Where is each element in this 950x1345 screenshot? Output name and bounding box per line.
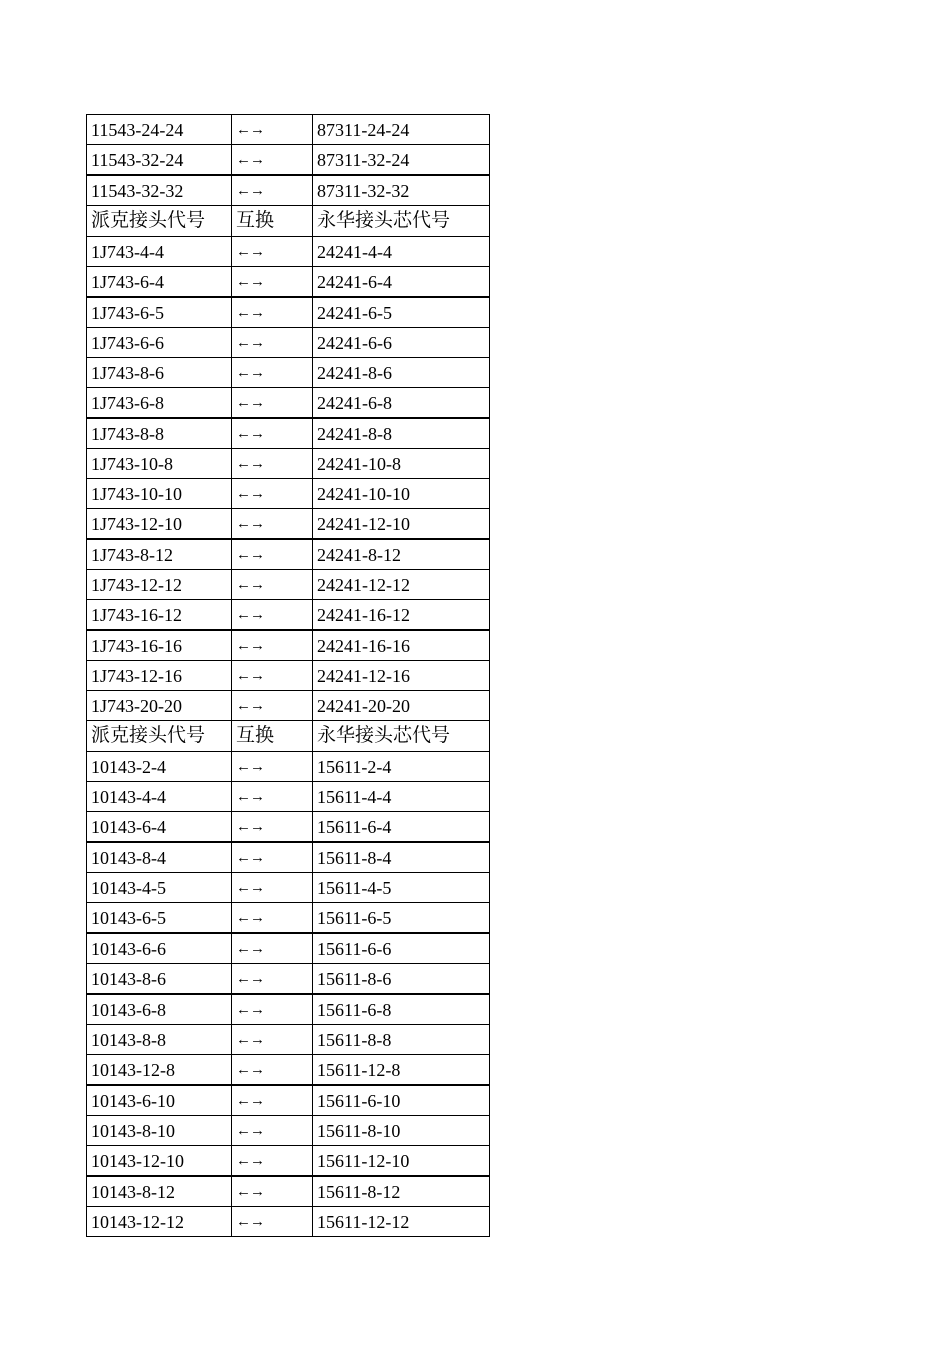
parker-code-cell: 1J743-4-4 [87,237,232,267]
double-arrow-icon: ←→ [236,122,264,138]
double-arrow-icon: ←→ [236,456,264,472]
interchange-cell [232,358,313,388]
table-row [87,388,490,419]
parker-code-cell: 10143-12-12 [87,1207,232,1237]
parker-code-cell: 10143-8-6 [87,964,232,995]
parker-code-cell: 1J743-16-12 [87,600,232,631]
table-row [87,570,490,600]
yonghua-code-cell: 24241-10-10 [313,479,490,509]
interchange-cell [232,175,313,206]
interchange-cell [232,267,313,298]
table-header-row [87,721,490,752]
parker-code-cell: 1J743-12-12 [87,570,232,600]
parker-code-cell: 10143-8-12 [87,1176,232,1207]
yonghua-code-cell: 24241-16-16 [313,630,490,661]
interchange-cell [232,752,313,782]
yonghua-code-cell: 24241-12-10 [313,509,490,540]
yonghua-code-cell: 15611-8-8 [313,1025,490,1055]
table-row [87,933,490,964]
table-row [87,297,490,328]
parker-code-header: 派克接头代号 [87,206,232,237]
double-arrow-icon: ←→ [236,486,264,502]
yonghua-code-cell: 87311-32-24 [313,145,490,176]
interchange-cell [232,782,313,812]
yonghua-code-cell: 87311-24-24 [313,115,490,145]
parker-code-cell: 1J743-6-5 [87,297,232,328]
yonghua-code-cell: 87311-32-32 [313,175,490,206]
parker-code-cell: 1J743-16-16 [87,630,232,661]
table-row [87,1085,490,1116]
parker-code-cell: 10143-6-8 [87,994,232,1025]
yonghua-code-cell: 15611-4-4 [313,782,490,812]
table-row [87,1207,490,1237]
parker-code-cell: 10143-8-4 [87,842,232,873]
double-arrow-icon: ←→ [236,244,264,260]
parker-code-cell: 10143-4-4 [87,782,232,812]
table-row [87,479,490,509]
parker-code-cell: 10143-12-10 [87,1146,232,1177]
interchange-cell [232,539,313,570]
yonghua-code-cell: 15611-6-4 [313,812,490,843]
interchange-cell [232,933,313,964]
double-arrow-icon: ←→ [236,547,264,563]
yonghua-code-cell: 24241-6-6 [313,328,490,358]
interchange-cell [232,570,313,600]
yonghua-code-cell: 24241-10-8 [313,449,490,479]
yonghua-code-cell: 24241-6-5 [313,297,490,328]
yonghua-code-cell: 24241-4-4 [313,237,490,267]
table-row [87,1146,490,1177]
table-row [87,600,490,631]
interchange-cell [232,964,313,995]
table-header-row [87,206,490,237]
double-arrow-icon: ←→ [236,910,264,926]
double-arrow-icon: ←→ [236,1214,264,1230]
parker-code-cell: 1J743-8-8 [87,418,232,449]
interchange-cell [232,388,313,419]
double-arrow-icon: ←→ [236,1032,264,1048]
table-row [87,449,490,479]
double-arrow-icon: ←→ [236,395,264,411]
yonghua-code-cell: 15611-12-12 [313,1207,490,1237]
table-row [87,903,490,934]
interchange-cell [232,328,313,358]
yonghua-code-header: 永华接头芯代号 [313,206,490,237]
parker-code-cell: 1J743-6-8 [87,388,232,419]
table-row [87,418,490,449]
interchange-cell [232,812,313,843]
table-row [87,964,490,995]
interchange-cell [232,145,313,176]
yonghua-code-cell: 15611-6-6 [313,933,490,964]
interchange-cell [232,903,313,934]
table-row [87,1055,490,1086]
yonghua-code-cell: 15611-2-4 [313,752,490,782]
parker-code-cell: 11543-32-24 [87,145,232,176]
interchange-cell [232,509,313,540]
parker-code-cell: 10143-6-4 [87,812,232,843]
parker-code-cell: 11543-32-32 [87,175,232,206]
table-row [87,661,490,691]
double-arrow-icon: ←→ [236,698,264,714]
interchange-cell [232,691,313,721]
interchange-header: 互换 [232,721,313,752]
interchange-cell [232,1207,313,1237]
parker-code-cell: 11543-24-24 [87,115,232,145]
double-arrow-icon: ←→ [236,516,264,532]
double-arrow-icon: ←→ [236,759,264,775]
yonghua-code-header: 永华接头芯代号 [313,721,490,752]
double-arrow-icon: ←→ [236,789,264,805]
double-arrow-icon: ←→ [236,152,264,168]
interchange-cell [232,661,313,691]
table-row [87,1116,490,1146]
double-arrow-icon: ←→ [236,638,264,654]
yonghua-code-cell: 15611-8-10 [313,1116,490,1146]
table-row [87,994,490,1025]
interchange-cell [232,630,313,661]
parker-code-cell: 10143-8-10 [87,1116,232,1146]
double-arrow-icon: ←→ [236,971,264,987]
table-row [87,509,490,540]
yonghua-code-cell: 24241-8-12 [313,539,490,570]
double-arrow-icon: ←→ [236,880,264,896]
double-arrow-icon: ←→ [236,183,264,199]
double-arrow-icon: ←→ [236,274,264,290]
double-arrow-icon: ←→ [236,365,264,381]
table-row [87,842,490,873]
double-arrow-icon: ←→ [236,850,264,866]
double-arrow-icon: ←→ [236,1002,264,1018]
yonghua-code-cell: 24241-12-12 [313,570,490,600]
parker-code-cell: 10143-6-10 [87,1085,232,1116]
table-row [87,115,490,145]
double-arrow-icon: ←→ [236,1123,264,1139]
table-row [87,752,490,782]
table-row [87,539,490,570]
yonghua-code-cell: 24241-8-8 [313,418,490,449]
table-row [87,873,490,903]
table-row [87,328,490,358]
interchange-cell [232,449,313,479]
interchange-cell [232,842,313,873]
parker-code-header: 派克接头代号 [87,721,232,752]
parker-code-cell: 10143-2-4 [87,752,232,782]
interchange-cell [232,1025,313,1055]
yonghua-code-cell: 15611-8-12 [313,1176,490,1207]
interchange-cell [232,1176,313,1207]
yonghua-code-cell: 15611-4-5 [313,873,490,903]
double-arrow-icon: ←→ [236,426,264,442]
parker-code-cell: 10143-6-6 [87,933,232,964]
yonghua-code-cell: 15611-12-8 [313,1055,490,1086]
parker-code-cell: 1J743-10-10 [87,479,232,509]
interchange-table [86,114,490,1237]
double-arrow-icon: ←→ [236,1184,264,1200]
double-arrow-icon: ←→ [236,335,264,351]
parker-code-cell: 10143-6-5 [87,903,232,934]
interchange-cell [232,297,313,328]
interchange-cell [232,873,313,903]
interchange-cell [232,1085,313,1116]
parker-code-cell: 10143-8-8 [87,1025,232,1055]
yonghua-code-cell: 15611-12-10 [313,1146,490,1177]
double-arrow-icon: ←→ [236,607,264,623]
interchange-cell [232,994,313,1025]
table-row [87,782,490,812]
yonghua-code-cell: 24241-12-16 [313,661,490,691]
parker-code-cell: 10143-4-5 [87,873,232,903]
yonghua-code-cell: 15611-6-10 [313,1085,490,1116]
double-arrow-icon: ←→ [236,1062,264,1078]
table-row [87,358,490,388]
double-arrow-icon: ←→ [236,819,264,835]
yonghua-code-cell: 24241-6-4 [313,267,490,298]
yonghua-code-cell: 24241-6-8 [313,388,490,419]
table-row [87,237,490,267]
yonghua-code-cell: 24241-20-20 [313,691,490,721]
parker-code-cell: 1J743-12-10 [87,509,232,540]
interchange-header: 互换 [232,206,313,237]
parker-code-cell: 1J743-6-4 [87,267,232,298]
parker-code-cell: 10143-12-8 [87,1055,232,1086]
parker-code-cell: 1J743-20-20 [87,691,232,721]
parker-code-cell: 1J743-10-8 [87,449,232,479]
interchange-cell [232,418,313,449]
interchange-cell [232,237,313,267]
yonghua-code-cell: 15611-6-8 [313,994,490,1025]
table-row [87,145,490,176]
interchange-cell [232,1055,313,1086]
yonghua-code-cell: 24241-8-6 [313,358,490,388]
table-row [87,1176,490,1207]
parker-code-cell: 1J743-8-6 [87,358,232,388]
table-row [87,175,490,206]
double-arrow-icon: ←→ [236,1093,264,1109]
yonghua-code-cell: 15611-8-6 [313,964,490,995]
yonghua-code-cell: 24241-16-12 [313,600,490,631]
double-arrow-icon: ←→ [236,668,264,684]
interchange-cell [232,600,313,631]
table-row [87,1025,490,1055]
table-row [87,267,490,298]
yonghua-code-cell: 15611-6-5 [313,903,490,934]
parker-code-cell: 1J743-6-6 [87,328,232,358]
interchange-cell [232,1116,313,1146]
table-row [87,691,490,721]
table-body [87,115,490,1237]
interchange-cell [232,479,313,509]
yonghua-code-cell: 15611-8-4 [313,842,490,873]
double-arrow-icon: ←→ [236,577,264,593]
double-arrow-icon: ←→ [236,941,264,957]
parker-code-cell: 1J743-12-16 [87,661,232,691]
table-row [87,630,490,661]
table-row [87,812,490,843]
double-arrow-icon: ←→ [236,1153,264,1169]
parker-code-cell: 1J743-8-12 [87,539,232,570]
interchange-cell [232,115,313,145]
interchange-cell [232,1146,313,1177]
double-arrow-icon: ←→ [236,305,264,321]
